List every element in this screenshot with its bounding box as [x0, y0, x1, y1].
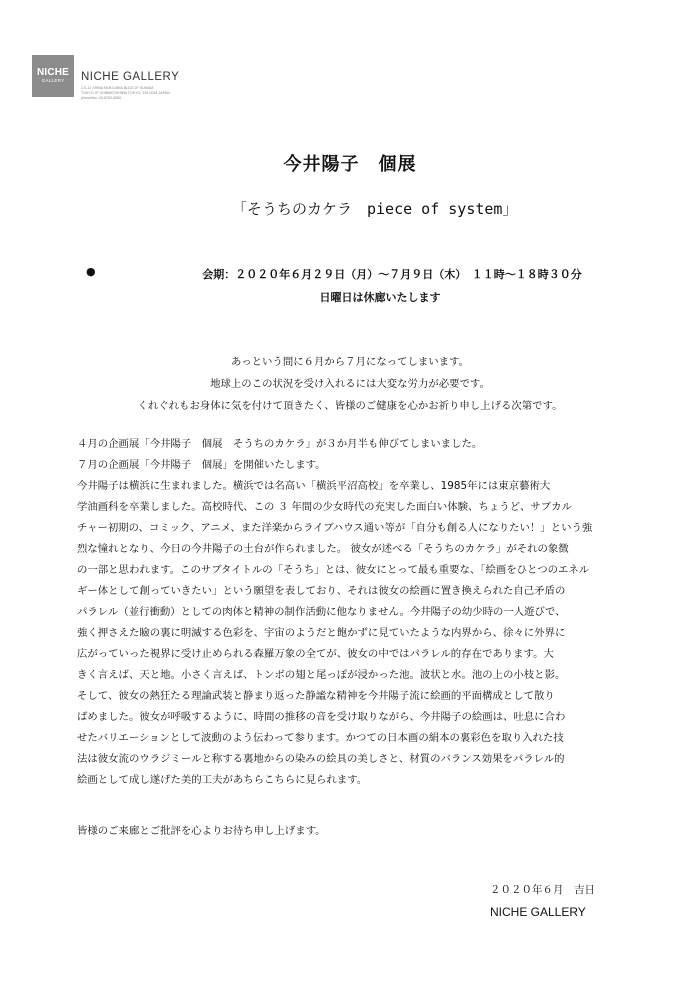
- signature-date: ２０２０年６月 吉日: [490, 884, 595, 896]
- body-line: ばめました。彼女が呼吸するように、時間の推移の音を受け取りながら、今井陽子の絵画は、吐息に合わ: [77, 711, 566, 723]
- body-line: 学油画科を卒業しました。高校時代、この ３ 年間の少女時代の充実した面白い体験、ちょうど、サブカル: [77, 501, 572, 513]
- body-line: の一部と思われます。このサブタイトルの「そうち」とは、彼女にとって最も重要な、「絵画をひとつのエネル: [77, 564, 590, 576]
- body-line: 絵画として成し遂げた美的工夫があちらこちらに見られます。: [77, 774, 368, 786]
- address-line: 1-5-12 SHIBA MUKOJIMA BLDG 2F SUMIDA: [81, 86, 154, 90]
- closing-line: 皆様のご来廊とご批評を心よりお待ち申し上げます。: [77, 825, 326, 837]
- bullet-icon: ●: [86, 265, 96, 278]
- logo-mark: [32, 55, 74, 97]
- exhibition-title: 今井陽子 個展: [283, 154, 417, 175]
- greeting-line: くれぐれもお身体に気を付けて頂きたく、皆様のご健康を心かお祈り申し上げる次第です。: [137, 400, 563, 412]
- body-line: 強く押さえた瞼の裏に明滅する色彩を、宇宙のようだと飽かずに見ていたような内界から、徐々に外界に: [77, 627, 566, 639]
- exhibition-subtitle: 「そうちのカケラ piece of system」: [232, 200, 518, 218]
- exhibition-period: [0, 266, 700, 282]
- body-line: 烈な憧れとなり、今日の今井陽子の土台が作られました。 彼女が述べる「そうちのカケラ」がそれの象徴: [77, 543, 569, 555]
- body-line: パラレル（並行衝動）としての肉体と精神の制作活動に他なりません。今井陽子の幼少時の一人遊びで、: [77, 606, 566, 618]
- greeting-block: [0, 351, 700, 417]
- period-text: 会期：２０２０年６月２９日（月）～７月９日（木） １１時～１８時３０分: [202, 268, 582, 281]
- greeting-line: あっという間に６月から７月になってしまいます。: [230, 356, 470, 368]
- logo-text: [81, 71, 179, 102]
- body-line: ７月の企画展「今井陽子 個展」を開催いたします。: [77, 459, 326, 471]
- body-line: 今井陽子は横浜に生まれました。横浜では名高い「横浜平沼高校」を卒業し、1985年には東京藝術大: [77, 480, 551, 492]
- body-line: チャー初期の、コミック、アニメ、また洋楽からライブハウス通い等が「自分も創る人になりたい！」という強: [77, 522, 593, 534]
- body-line: 法は彼女流のウラジミールと称する裏地からの染みの絵具の美しさと、材質のバランス効果をパラレル的: [77, 753, 565, 765]
- gallery-logo: [32, 55, 179, 102]
- body-text: [77, 434, 625, 791]
- body-line: 広がっていった視界に受け止められる森羅万象の全てが、彼女の中ではパラレル的存在であります。大: [77, 648, 554, 660]
- signature-name: NICHE GALLERY: [490, 905, 586, 919]
- gallery-name: NICHE GALLERY: [81, 71, 180, 83]
- logo-mark-line1: NICHE: [36, 67, 70, 78]
- body-line: きく言えば、天と地。小さく言えば、トンボの翅と尾っぽが浸かった池。波状と水。池の上の小枝と影。: [77, 669, 566, 681]
- logo-mark-line2: GALLERY: [41, 78, 65, 83]
- body-line: ギー体として創っていきたい」という願望を表しており、それは彼女の絵画に置き換えられた自己矛盾の: [77, 585, 566, 597]
- body-line: そして、彼女の熱狂たる理論武装と静まり返った静謐な精神を今井陽子流に絵画的平面構成として散り: [77, 690, 555, 702]
- address-line: phone/fax: 03-6783-5080: [81, 96, 122, 101]
- greeting-line: 地球上のこの状況を受け入れるには大変な労力が必要です。: [210, 378, 490, 390]
- address-line: TOKYO 2F SHIBAKOSHIMA TOKYO, 130-0044 JAPAN: [81, 91, 170, 96]
- body-line: ４月の企画展「今井陽子 個展 そうちのカケラ」が３か月半も伸びてしまいました。: [77, 438, 483, 450]
- closed-notice: 日曜日は休廊いたします: [319, 291, 441, 304]
- body-line: せたバリエーションとして波動のよう伝わって参ります。かつての日本画の絹本の裏彩色を取り入れた技: [77, 732, 564, 744]
- gallery-address: [81, 86, 179, 102]
